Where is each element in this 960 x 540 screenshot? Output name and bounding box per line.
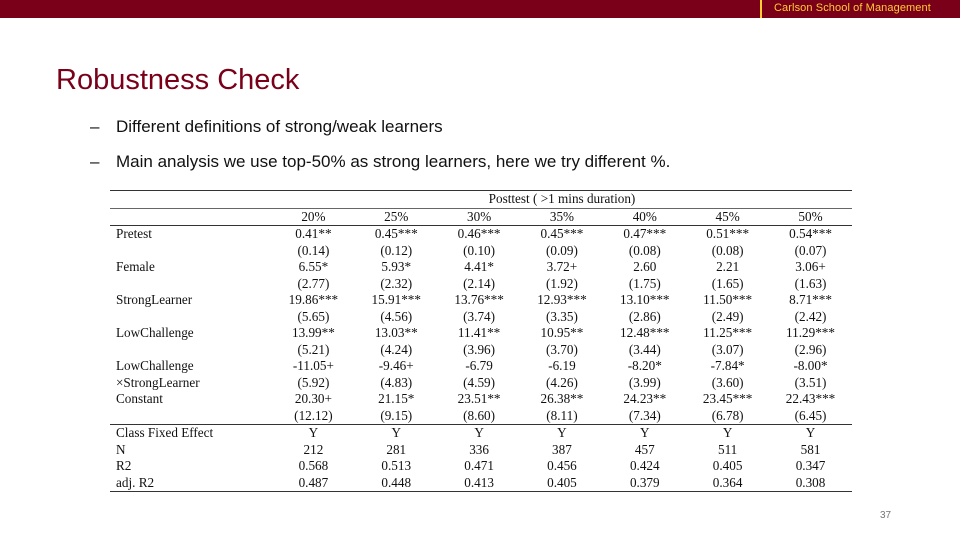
table-row [110,475,852,492]
table-cell: 2.21 [716,259,740,274]
table-cell: (1.63) [794,275,827,291]
table-cell: 0.456 [547,458,577,473]
table-cell: 0.347 [795,458,826,473]
table-row [110,391,852,408]
table-cell: (6.78) [711,407,744,423]
table-cell: 3.06+ [795,259,826,274]
row-label: N [116,441,126,457]
table-cell: -9.46+ [378,358,414,373]
table-cell: 0.448 [381,474,412,490]
page-number: 37 [880,510,892,521]
table-cell: -8.00* [793,358,828,373]
bullet-text: Main analysis we use top-50% as strong learners, here we try different %. [116,152,671,171]
table-column-header: 30% [438,208,521,226]
table-cell: (2.86) [628,308,661,324]
table-row [110,226,852,243]
table-cell: (3.35) [546,308,578,324]
table-row [110,358,852,375]
table-cell: 24.23** [623,391,667,406]
table-cell: 0.54*** [789,226,832,241]
table-cell: (0.14) [297,242,330,258]
table-super-header: Posttest ( >1 mins duration) [272,191,852,209]
table-cell: (8.11) [546,407,578,423]
table-cell: 10.95** [540,325,584,340]
table-cell: 13.03** [374,325,418,340]
row-label: LowChallenge [116,325,194,340]
table-cell: 457 [634,441,655,457]
table-cell: 4.41* [464,259,494,274]
row-label [110,408,272,425]
row-label [110,243,272,260]
table-cell: (7.34) [628,407,661,423]
table-cell: 13.10*** [620,292,670,307]
row-label [110,342,272,359]
table-cell: 0.45*** [374,226,418,241]
table-row [110,342,852,359]
table-column-header: 40% [603,208,686,226]
table-cell: Y [272,425,355,442]
bullet-marker: – [90,152,100,171]
table-cell: (1.75) [628,275,661,291]
table-cell: 3.72+ [546,259,578,274]
table-cell: (3.51) [794,374,827,390]
row-label [110,276,272,293]
table-cell: 12.93*** [537,292,587,307]
table-row [110,309,852,326]
table-cell: 11.29*** [786,325,835,340]
table-cell: 22.43*** [785,391,836,406]
table-cell: (2.96) [794,341,827,357]
row-label: ×StrongLearner [116,374,200,390]
table-row [110,458,852,475]
table-cell: 11.50*** [703,292,753,307]
table-cell: 21.15* [378,391,415,406]
table-cell: (3.74) [463,308,496,324]
table-cell: 0.413 [464,474,494,490]
table-row [110,325,852,342]
table-cell: 0.513 [381,458,412,473]
row-label: LowChallenge [116,358,194,373]
table-row [110,442,852,459]
table-cell: 281 [386,441,407,457]
table-cell: 23.45*** [702,391,753,406]
table-column-header-row [110,208,852,226]
table-cell: (2.77) [297,275,330,291]
table-cell: 212 [303,441,324,457]
table-cell: 0.379 [629,474,660,490]
table-cell: (12.12) [294,407,333,423]
table-cell: 8.71*** [789,292,832,307]
table-cell: (4.26) [546,374,578,390]
table-cell: Y [769,425,852,442]
table-row [110,243,852,260]
table-cell: 0.487 [298,474,329,490]
table-column-header: 50% [769,208,852,226]
table-cell: 13.99** [291,325,335,340]
row-label: adj. R2 [116,474,155,490]
table-cell: 5.93* [381,259,412,274]
regression-table [110,190,852,492]
table-cell: (4.59) [463,374,496,390]
table-cell: 2.60 [633,259,657,274]
table-cell: 11.25*** [703,325,753,340]
row-label: Female [116,259,155,274]
table-cell: 0.405 [712,458,743,473]
table-cell: 13.76*** [454,292,504,307]
table-cell: 0.471 [464,458,494,473]
table-cell: 511 [717,441,738,457]
table-corner-cell [110,191,272,209]
table-cell: 0.41** [295,226,332,241]
table-row [110,292,852,309]
table-cell: -6.79 [465,358,493,373]
table-cell: 0.46*** [457,226,501,241]
table-row [110,259,852,276]
table-cell: (6.45) [794,407,827,423]
table-cell: 23.51** [457,391,501,406]
table-cell: (3.70) [546,341,578,357]
bullet-text: Different definitions of strong/weak learners [116,117,443,136]
slide-title: Robustness Check [56,64,300,96]
table-cell: 387 [552,441,572,457]
table-cell: 336 [469,441,489,457]
table-cell: (1.92) [546,275,578,291]
table-cell: Y [686,425,769,442]
regression-table-container [110,190,852,492]
table-cell: 12.48*** [620,325,670,340]
table-cell: 6.55* [298,259,329,274]
table-cell: 11.41** [457,325,501,340]
table-cell: (2.49) [711,308,744,324]
table-column-header: 35% [521,208,604,226]
table-cell: (0.12) [380,242,413,258]
row-label [110,309,272,326]
table-cell: (0.08) [711,242,744,258]
table-cell: (4.83) [380,374,413,390]
table-cell: Y [603,425,686,442]
table-column-header: 25% [355,208,438,226]
table-cell: -11.05+ [292,358,334,373]
table-column-header: 20% [272,208,355,226]
table-cell: (0.10) [463,242,496,258]
table-cell: 20.30+ [294,391,332,406]
table-cell: -7.84* [710,358,745,373]
table-cell: 0.424 [629,458,660,473]
brand-box [760,0,960,18]
table-cell: 0.308 [795,474,826,490]
table-corner-cell [110,208,272,226]
brand-name: Carlson School of Management [774,2,931,14]
row-label: Pretest [116,226,152,241]
table-row [110,375,852,392]
row-label: R2 [116,458,132,473]
table-cell: 15.91*** [371,292,421,307]
table-cell: 26.38** [540,391,584,406]
table-cell: 0.405 [547,474,577,490]
table-cell: (3.07) [711,341,744,357]
table-cell: Y [521,425,604,442]
row-label: StrongLearner [116,292,193,307]
table-cell: (2.14) [463,275,496,291]
table-cell: (2.32) [380,275,413,291]
table-cell: 0.568 [298,458,329,473]
row-label: Constant [116,391,163,406]
table-row [110,408,852,425]
bullet-marker: – [90,117,100,136]
table-cell: (8.60) [463,407,496,423]
table-cell: -8.20* [627,358,662,373]
table-cell: (3.44) [628,341,661,357]
table-super-header-row [110,191,852,209]
table-cell: (9.15) [380,407,413,423]
table-cell: (3.60) [711,374,744,390]
table-cell: (4.24) [380,341,413,357]
table-cell: 0.51*** [706,226,750,241]
table-cell: (3.96) [463,341,496,357]
table-cell: (0.08) [628,242,661,258]
table-cell: 0.364 [712,474,743,490]
table-cell: (5.21) [297,341,330,357]
table-cell: (0.07) [794,242,827,258]
table-body [110,226,852,492]
table-cell: Y [438,425,521,442]
bullet-item [90,116,670,151]
table-row [110,425,852,442]
table-cell: (0.09) [546,242,578,258]
table-cell: 0.45*** [540,226,584,241]
table-cell: (1.65) [711,275,744,291]
table-cell: (5.92) [297,374,330,390]
table-cell: (5.65) [297,308,330,324]
table-column-header: 45% [686,208,769,226]
bullet-item [90,151,670,186]
table-cell: 19.86*** [288,292,339,307]
table-cell: -6.19 [548,358,576,373]
table-cell: (2.42) [794,308,827,324]
table-cell: 0.47*** [623,226,667,241]
row-label: Class Fixed Effect [110,425,272,442]
table-row [110,276,852,293]
table-cell: 581 [800,441,821,457]
table-cell: (4.56) [380,308,413,324]
table-cell: Y [355,425,438,442]
table-cell: (3.99) [628,374,661,390]
bullet-list [90,116,670,186]
